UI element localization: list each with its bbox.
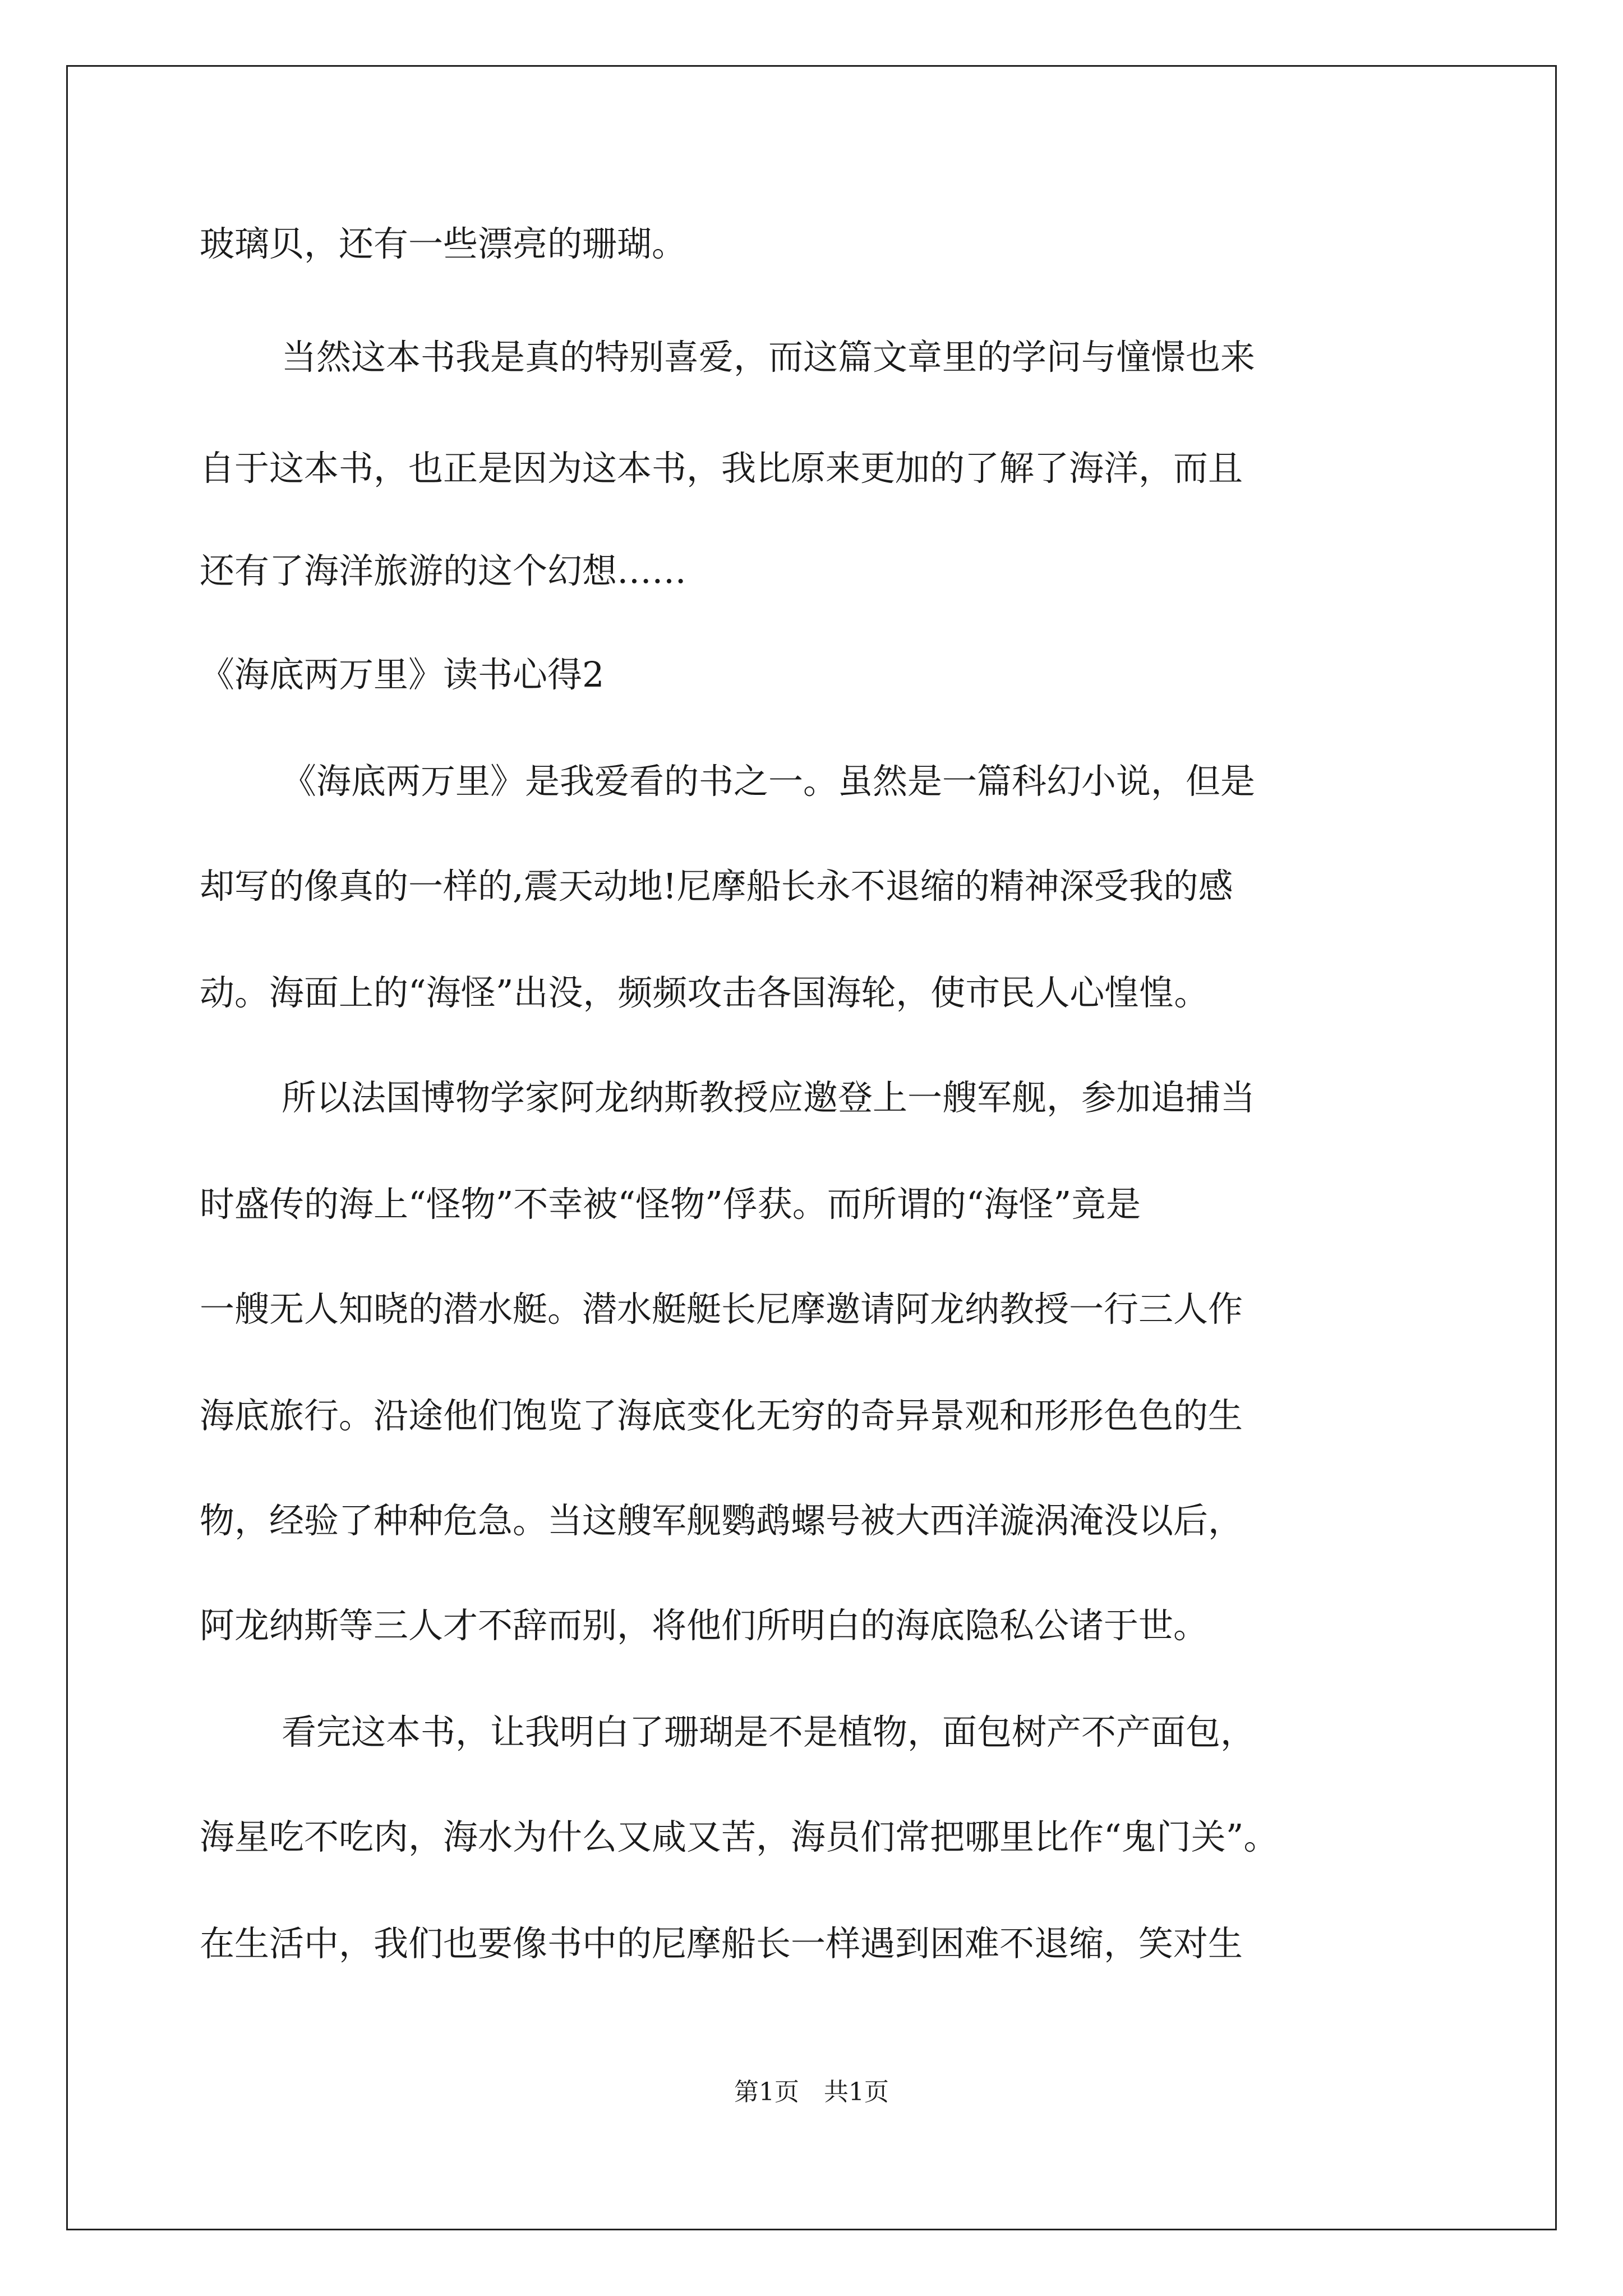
page-border <box>66 65 1557 2230</box>
paragraph-line: 玻璃贝，还有一些漂亮的珊瑚。 <box>200 223 687 264</box>
page-footer: 第1页 共1页 <box>734 2078 889 2106</box>
section-heading: 《海底两万里》读书心得2 <box>200 654 605 695</box>
paragraph-line: 海底旅行。沿途他们饱览了海底变化无穷的奇异景观和形形色色的生 <box>200 1395 1243 1436</box>
paragraph-line: 当然这本书我是真的特别喜爱，而这篇文章里的学问与憧憬也来 <box>282 337 1256 378</box>
paragraph-line: 看完这本书，让我明白了珊瑚是不是植物，面包树产不产面包， <box>282 1711 1256 1752</box>
paragraph-line: 在生活中，我们也要像书中的尼摩船长一样遇到困难不退缩，笑对生 <box>200 1923 1243 1964</box>
paragraph-line: 还有了海洋旅游的这个幻想…… <box>200 550 687 591</box>
paragraph-line: 却写的像真的一样的,震天动地!尼摩船长永不退缩的精神深受我的感 <box>200 866 1233 907</box>
paragraph-line: 动。海面上的“海怪”出没，频频攻击各国海轮，使市民人心惶惶。 <box>200 972 1209 1013</box>
paragraph-line: 阿龙纳斯等三人才不辞而别，将他们所明白的海底隐私公诸于世。 <box>200 1605 1209 1646</box>
paragraph-line: 海星吃不吃肉，海水为什么又咸又苦，海员们常把哪里比作“鬼门关”。 <box>200 1816 1279 1857</box>
paragraph-line: 自于这本书，也正是因为这本书，我比原来更加的了解了海洋，而且 <box>200 448 1243 489</box>
paragraph-line: 时盛传的海上“怪物”不幸被“怪物”俘获。而所谓的“海怪”竟是 <box>200 1184 1141 1225</box>
paragraph-line: 《海底两万里》是我爱看的书之一。虽然是一篇科幻小说，但是 <box>282 761 1256 802</box>
paragraph-line: 物，经验了种种危急。当这艘军舰鹦鹉螺号被大西洋漩涡淹没以后， <box>200 1500 1243 1541</box>
paragraph-line: 所以法国博物学家阿龙纳斯教授应邀登上一艘军舰，参加追捕当 <box>282 1077 1256 1118</box>
paragraph-line: 一艘无人知晓的潜水艇。潜水艇艇长尼摩邀请阿龙纳教授一行三人作 <box>200 1289 1243 1329</box>
